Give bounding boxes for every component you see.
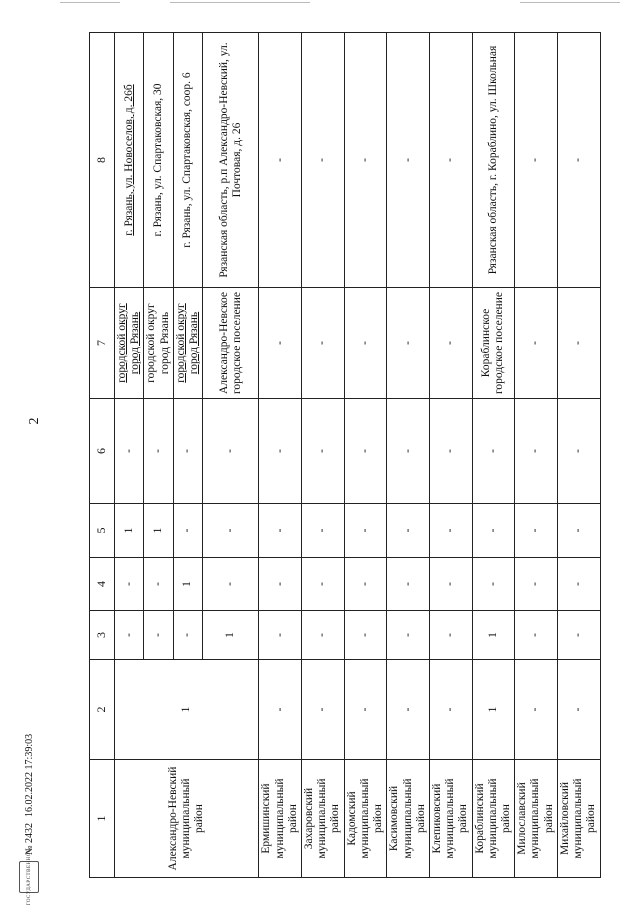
- table-cell: -: [557, 558, 600, 611]
- table-row: [557, 33, 600, 878]
- table-cell: -: [557, 288, 600, 399]
- table-cell: -: [259, 611, 302, 660]
- address-cell: -: [301, 33, 344, 288]
- document-stamp: [14, 633, 44, 905]
- table-cell: -: [429, 660, 472, 760]
- column-header: 7: [90, 288, 115, 399]
- table-cell: -: [344, 660, 387, 760]
- table-cell: -: [344, 288, 387, 399]
- table-cell: 1: [472, 660, 515, 760]
- district-cell: Ермишинский муниципальный район: [259, 760, 302, 878]
- table-cell: -: [387, 399, 430, 504]
- table-cell: -: [344, 399, 387, 504]
- table-cell: 1: [115, 660, 259, 760]
- column-header: 2: [90, 660, 115, 760]
- address-cell: -: [429, 33, 472, 288]
- column-header: 8: [90, 33, 115, 288]
- table-cell: -: [515, 660, 558, 760]
- table-cell: -: [429, 288, 472, 399]
- table-cell: -: [557, 504, 600, 558]
- column-header: 5: [90, 504, 115, 558]
- table-cell: -: [387, 558, 430, 611]
- table-cell: -: [515, 288, 558, 399]
- table-cell: 1: [144, 504, 173, 558]
- table-cell: -: [429, 611, 472, 660]
- table-row: [259, 33, 302, 878]
- table-cell: -: [429, 558, 472, 611]
- table-cell: -: [259, 558, 302, 611]
- column-header: 6: [90, 399, 115, 504]
- table-cell: -: [387, 288, 430, 399]
- address-cell: -: [259, 33, 302, 288]
- table-cell: -: [301, 504, 344, 558]
- scan-artifact: [170, 2, 310, 3]
- table-row: [472, 33, 515, 878]
- table-cell: -: [115, 558, 144, 611]
- table-cell: -: [344, 504, 387, 558]
- table-cell: -: [259, 399, 302, 504]
- table-cell: -: [557, 611, 600, 660]
- table-cell: -: [259, 504, 302, 558]
- table-cell: -: [203, 558, 259, 611]
- table-cell: -: [301, 558, 344, 611]
- district-cell: Захаровский муниципальный район: [301, 760, 344, 878]
- district-cell: Кадомский муниципальный район: [344, 760, 387, 878]
- table-cell: -: [203, 399, 259, 504]
- table-cell: 1: [115, 504, 144, 558]
- table-cell: -: [259, 660, 302, 760]
- table-row: [387, 33, 430, 878]
- scan-artifact: [520, 2, 620, 3]
- table-cell: -: [144, 558, 173, 611]
- seal-icon: [19, 848, 39, 905]
- table-cell: -: [429, 504, 472, 558]
- table-cell: -: [344, 558, 387, 611]
- table-cell: -: [301, 660, 344, 760]
- table-cell: -: [144, 399, 173, 504]
- district-cell: Клепиковский муниципальный район: [429, 760, 472, 878]
- scan-artifact: [60, 2, 120, 3]
- district-table: [89, 32, 601, 878]
- address-cell: г. Рязань, ул. Спартаковская, соор. 6: [173, 33, 202, 288]
- table-cell: -: [387, 611, 430, 660]
- table-cell: Кораблинское городское поселение: [472, 288, 515, 399]
- column-header: 3: [90, 611, 115, 660]
- seal-text: ГОСУДАРСТВЕННОЕ: [26, 848, 32, 905]
- table-cell: Александро-Невское городское поселение: [203, 288, 259, 399]
- table-cell: -: [259, 288, 302, 399]
- table-cell: -: [301, 399, 344, 504]
- column-header: 1: [90, 760, 115, 878]
- table-cell: 1: [472, 611, 515, 660]
- table-cell: -: [301, 288, 344, 399]
- table-cell: -: [115, 611, 144, 660]
- table-cell: -: [515, 504, 558, 558]
- table-cell: -: [515, 558, 558, 611]
- table-cell: -: [472, 399, 515, 504]
- table-cell: -: [472, 558, 515, 611]
- doc-datetime: 16.02.2022 17:39:03: [23, 733, 35, 817]
- column-header: 4: [90, 558, 115, 611]
- table-cell: -: [557, 399, 600, 504]
- table-cell: -: [173, 399, 202, 504]
- table-cell: -: [301, 611, 344, 660]
- table-cell: 1: [173, 558, 202, 611]
- address-cell: г. Рязань, ул. Спартаковская, 30: [144, 33, 173, 288]
- table-cell: -: [515, 399, 558, 504]
- table-cell: -: [387, 504, 430, 558]
- district-cell: Александро-Невский муниципальный район: [115, 760, 259, 878]
- address-cell: -: [515, 33, 558, 288]
- table-row: [344, 33, 387, 878]
- district-cell: Милославский муниципальный район: [515, 760, 558, 878]
- table-cell: 1: [203, 611, 259, 660]
- table-cell: городской округ город Рязань: [115, 288, 144, 399]
- header-row: [90, 33, 115, 878]
- address-cell: Рязанская область, р.п Александро-Невский, ул. Почтовая, д. 26: [203, 33, 259, 288]
- table-cell: -: [203, 504, 259, 558]
- table-cell: -: [429, 399, 472, 504]
- table-cell: -: [387, 660, 430, 760]
- address-cell: Рязанская область, г. Кораблино, ул. Школьная: [472, 33, 515, 288]
- doc-number: № 2432: [23, 822, 35, 855]
- district-cell: Михайловский муниципальный район: [557, 760, 600, 878]
- table-cell: городской округ город Рязань: [173, 288, 202, 399]
- district-cell: Касимовский муниципальный район: [387, 760, 430, 878]
- table-cell: -: [144, 611, 173, 660]
- table-cell: -: [515, 611, 558, 660]
- address-cell: г. Рязань, ул. Новоселов, д. 26б: [115, 33, 144, 288]
- district-cell: Кораблинский муниципальный район: [472, 760, 515, 878]
- table-cell: -: [472, 504, 515, 558]
- page-number: 2: [27, 417, 42, 425]
- table-row: [429, 33, 472, 878]
- table-row: [515, 33, 558, 878]
- table-cell: -: [173, 611, 202, 660]
- table-container: [89, 33, 598, 878]
- table-row: [301, 33, 344, 878]
- address-cell: -: [557, 33, 600, 288]
- address-cell: -: [344, 33, 387, 288]
- table-cell: -: [557, 660, 600, 760]
- table-cell: -: [344, 611, 387, 660]
- table-cell: городской округ город Рязань: [144, 288, 173, 399]
- table-cell: -: [115, 399, 144, 504]
- table-cell: -: [173, 504, 202, 558]
- table-row: [115, 33, 144, 878]
- address-cell: -: [387, 33, 430, 288]
